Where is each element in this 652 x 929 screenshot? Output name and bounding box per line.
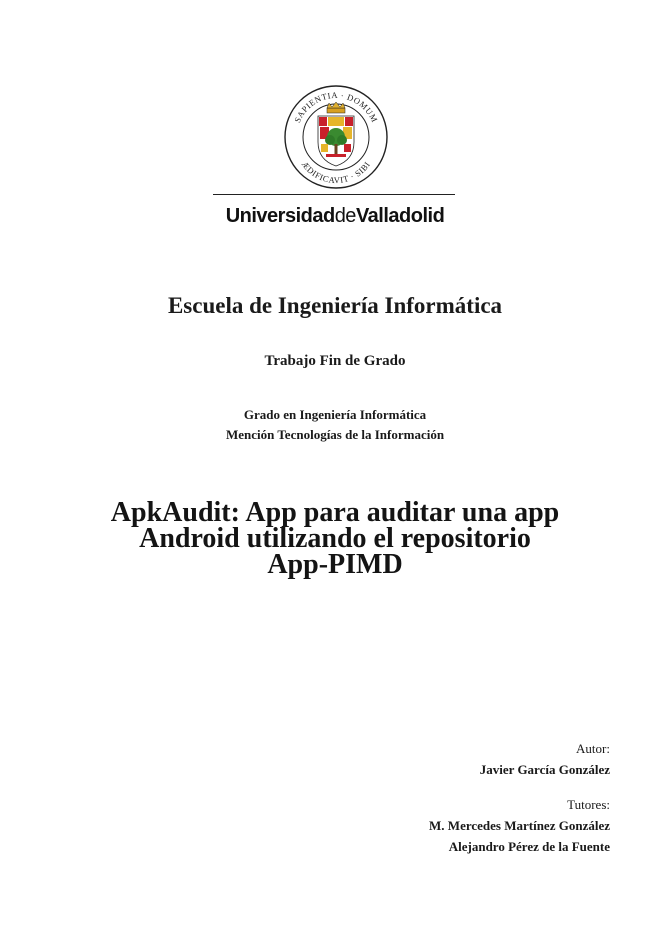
thesis-title-line-2: Android utilizando el repositorio (139, 523, 531, 554)
work-type: Trabajo Fin de Grado (264, 353, 406, 369)
wordmark-valladolid: Valladolid (355, 205, 445, 227)
wordmark-universidad: Universidad (225, 205, 335, 227)
school-name: Escuela de Ingeniería Informática (167, 293, 503, 318)
thesis-title (0, 497, 652, 580)
author-label: Autor: (576, 741, 610, 756)
degree-name: Grado en Ingeniería Informática (243, 407, 427, 422)
tutors-label: Tutores: (567, 797, 610, 812)
spacer (429, 780, 610, 794)
seal-graphic (283, 84, 389, 190)
header-divider (213, 194, 455, 195)
degree-block (0, 405, 652, 445)
author-name: Javier García González (479, 762, 610, 777)
people-block (429, 738, 610, 857)
seal-ring-top: SAPIENTIA · DOMUM (292, 89, 380, 125)
university-seal-icon (283, 84, 389, 190)
degree-specialization: Mención Tecnologías de la Información (225, 427, 445, 442)
tutor-name-2: Alejandro Pérez de la Fuente (448, 839, 610, 854)
thesis-title-line-3: App-PIMD (267, 549, 403, 580)
wordmark-de: de (334, 205, 356, 227)
seal-ring-bottom: ÆDIFICAVIT · SIBI (299, 159, 373, 186)
tutor-name-1: M. Mercedes Martínez González (429, 818, 610, 833)
university-wordmark (0, 205, 652, 228)
thesis-title-line-1: ApkAudit: App para auditar una app (110, 497, 560, 528)
